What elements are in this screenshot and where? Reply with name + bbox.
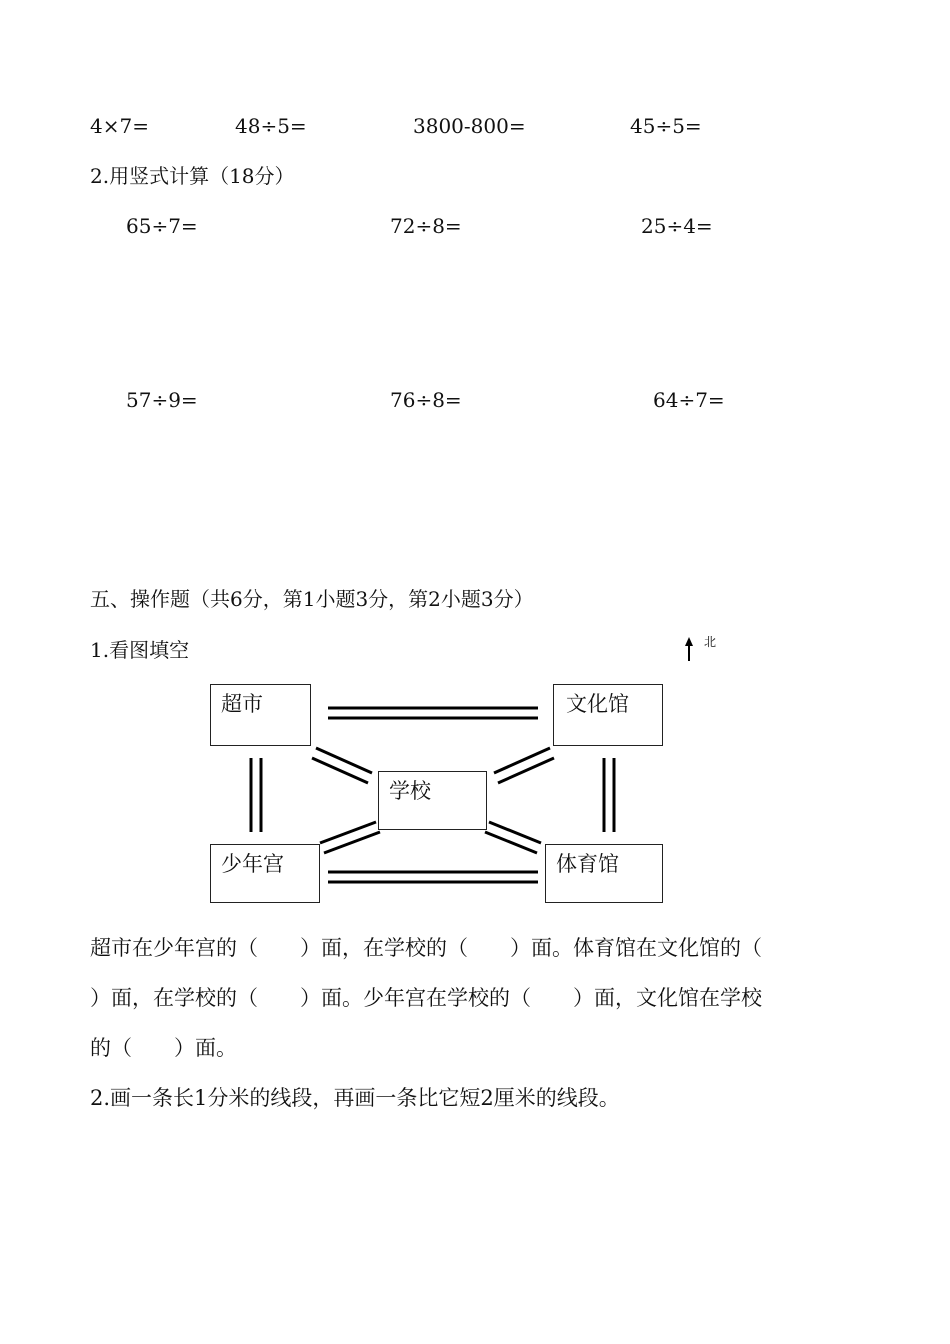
north-label: 北 <box>704 635 717 649</box>
place-culture-hall-label: 文化馆 <box>566 692 629 716</box>
place-youth-palace <box>210 844 320 903</box>
oral-calc-item-4: 45÷5= <box>630 114 702 138</box>
section5-title: 五、操作题（共6分，第1小题3分，第2小题3分） <box>90 587 534 611</box>
place-supermarket <box>210 684 311 746</box>
vertical-calc-item-5: 76÷8= <box>390 388 462 412</box>
place-school <box>378 771 487 830</box>
oral-calc-item-3: 3800-800= <box>413 114 526 138</box>
place-gym-label: 体育馆 <box>556 852 619 876</box>
oral-calc-item-2: 48÷5= <box>235 114 307 138</box>
place-youth-palace-label: 少年宫 <box>221 852 284 876</box>
q2-text: 2.画一条长1分米的线段，再画一条比它短2厘米的线段。 <box>90 1086 620 1110</box>
vertical-calc-item-6: 64÷7= <box>653 388 725 412</box>
q1-title: 1.看图填空 <box>90 638 190 662</box>
oral-calc-item-1: 4×7= <box>90 114 149 138</box>
place-culture-hall <box>553 684 663 746</box>
north-arrow-icon <box>685 637 693 661</box>
q1-line-2: ）面，在学校的（ ）面。少年宫在学校的（ ）面，文化馆在学校 <box>90 986 762 1010</box>
place-gym <box>545 844 663 903</box>
vertical-calc-title: 2.用竖式计算（18分） <box>90 164 295 188</box>
vertical-calc-item-1: 65÷7= <box>126 214 198 238</box>
vertical-calc-item-2: 72÷8= <box>390 214 462 238</box>
place-school-label: 学校 <box>389 779 431 803</box>
q1-line-3: 的（ ）面。 <box>90 1036 237 1060</box>
vertical-calc-item-4: 57÷9= <box>126 388 198 412</box>
vertical-calc-item-3: 25÷4= <box>641 214 713 238</box>
place-supermarket-label: 超市 <box>221 692 263 716</box>
q1-line-1: 超市在少年宫的（ ）面，在学校的（ ）面。体育馆在文化馆的（ <box>90 936 762 960</box>
